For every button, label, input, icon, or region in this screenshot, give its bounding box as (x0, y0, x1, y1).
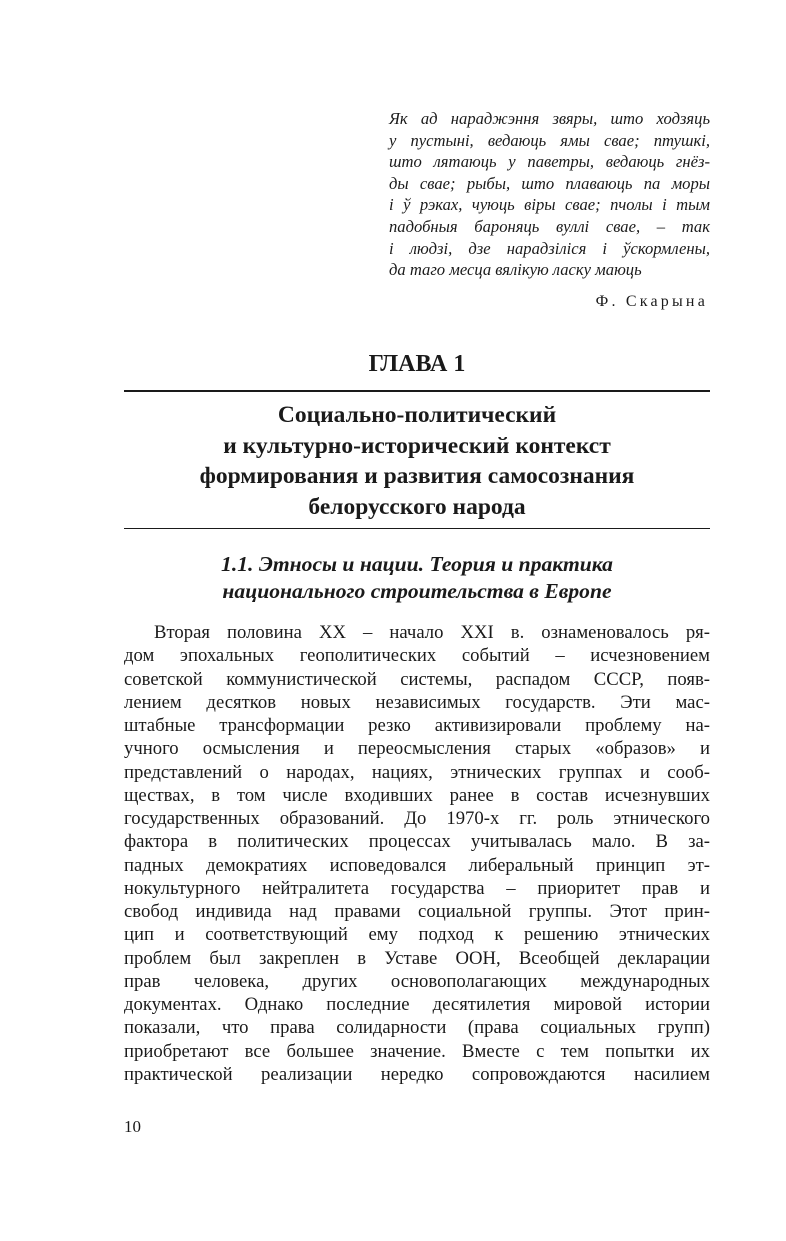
body-line: приобретают все большее значение. Вместе с тем попытки их (124, 1040, 710, 1062)
body-line: государственных образований. До 1970-х гг. роль этнического (124, 808, 710, 829)
epigraph-line: падобныя бароняць вуллі свае, – так (389, 216, 710, 236)
body-line: цип и соответствующий ему подход к решению этнических (124, 924, 710, 946)
chapter-label: ГЛАВА 1 (368, 351, 466, 377)
epigraph-line: што лятаюць у паветры, ведаюць гнёз- (389, 152, 710, 172)
epigraph-line: у пустыні, ведаюць ямы свае; птушкі, (389, 130, 710, 150)
epigraph-line: ды свае; рыбы, што плаваюць па моры (389, 173, 710, 193)
chapter-rule-top (124, 390, 710, 392)
body-line: падных демократиях исповедовался либеральный принцип эт- (124, 854, 710, 876)
epigraph (389, 108, 710, 281)
body-line: ществах, в том числе входивших ранее в состав исчезнувших (124, 784, 710, 806)
section-title-line: 1.1. Этносы и нации. Теория и практика (221, 552, 613, 576)
chapter-title (124, 400, 710, 522)
body-line: прав человека, других основополагающих международных (124, 970, 710, 992)
body-line: учного осмысления и переосмысления старых «образов» и (124, 738, 710, 760)
body-line: фактора в политических процессах учитывалась мало. В за- (124, 831, 710, 853)
body-line: представлений о народах, нациях, этнических группах и сооб- (124, 761, 710, 783)
chapter-title-line: белорусского народа (308, 493, 526, 520)
page-number: 10 (124, 1117, 141, 1136)
epigraph-line: Як ад нараджэння звяры, што ходзяць (389, 109, 710, 128)
body-line: нокультурного нейтралитета государства – приоритет прав и (124, 877, 710, 899)
epigraph-line: і людзі, дзе нарадзіліся і ўскормлены, (389, 238, 710, 258)
body-line: штабные трансформации резко активизировали проблему на- (124, 715, 710, 736)
body-paragraph (124, 621, 710, 1086)
epigraph-line: і ў рэках, чуюць віры свае; пчолы і тым (389, 195, 710, 215)
chapter-rule-bottom (124, 528, 710, 529)
body-line: советской коммунистической системы, распадом СССР, появ- (124, 668, 710, 690)
chapter-title-line: формирования и развития самосознания (199, 463, 635, 489)
chapter-title-line: Социально-политический (277, 402, 557, 428)
body-line: лением десятков новых независимых государств. Эти мас- (124, 691, 710, 713)
body-line: проблем был закреплен в Уставе ООН, Всеобщей декларации (124, 947, 710, 969)
body-line: Вторая половина XX – начало XXI в. ознаменовалось ря- (154, 622, 710, 643)
body-line: свобод индивида над правами социальной группы. Этот прин- (124, 901, 710, 922)
section-title-line: национального строительства в Европе (222, 579, 612, 603)
body-line: практической реализации нередко сопровождаются насилием (124, 1063, 710, 1085)
epigraph-author: Ф. Скарына (595, 293, 708, 310)
body-line: дом эпохальных геополитических событий – исчезновением (124, 645, 710, 667)
epigraph-line: да таго месца вялікую ласку маюць (389, 260, 642, 280)
section-title (124, 551, 710, 605)
chapter-title-line: и культурно-исторический контекст (223, 432, 611, 459)
body-line: показали, что права солидарности (права социальных групп) (124, 1017, 710, 1039)
body-line: документах. Однако последние десятилетия мировой истории (124, 994, 710, 1015)
